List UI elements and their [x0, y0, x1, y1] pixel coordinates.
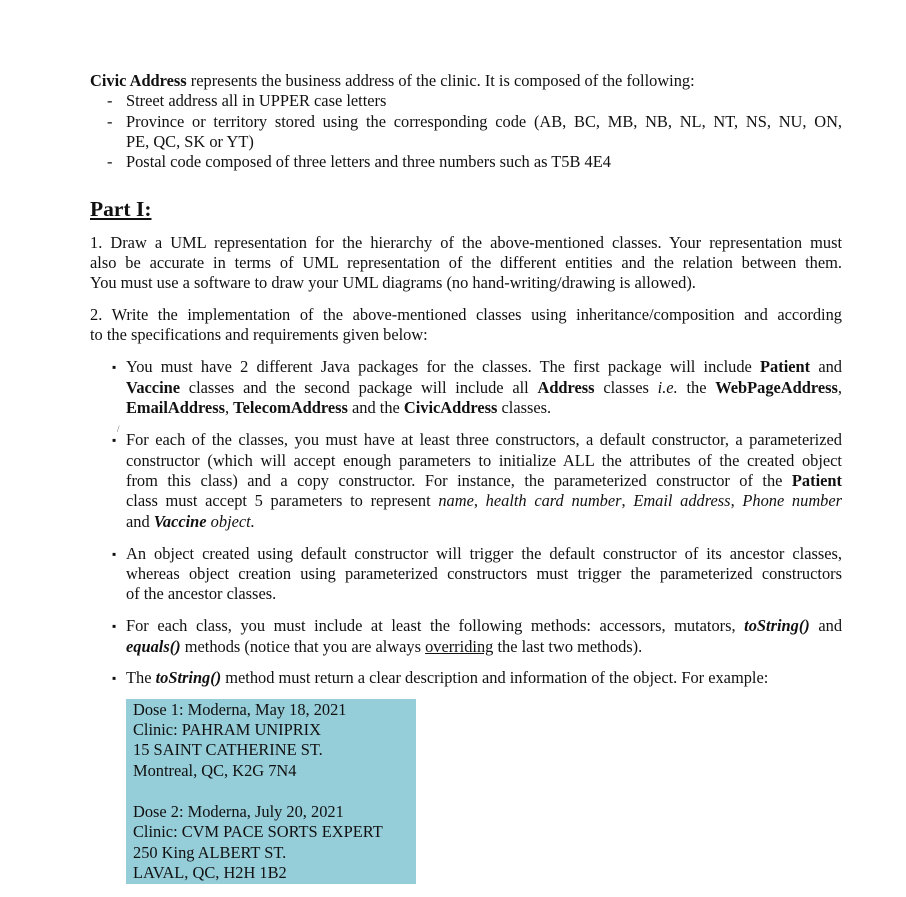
q1-line-3: You must use a software to draw your UML diagrams (no hand-writing/drawing is allowed).: [90, 273, 696, 292]
example-line: Clinic: PAHRAM UNIPRIX: [133, 720, 321, 739]
civic-intro: [90, 71, 695, 91]
stray-mark: /: [117, 424, 120, 434]
bullet-2-line-5: and Vaccine object.: [126, 512, 255, 531]
bullet-square: ▪: [112, 360, 117, 374]
bullet-3-line-1: An object created using default constructor will trigger the default constructor of its ancestor classes,: [126, 544, 842, 563]
tostring-example-box: [126, 699, 416, 884]
dash-marker: -: [107, 91, 113, 110]
civic-intro-text: represents the business address of the clinic. It is composed of the following:: [186, 71, 695, 90]
q2-line-1: 2. Write the implementation of the above-mentioned classes using inheritance/composition and according: [90, 305, 842, 324]
civic-item-province: Province or territory stored using the corresponding code (AB, BC, MB, NB, NL, NT, NS, NU, ON,: [126, 112, 842, 131]
bullet-3-line-2: whereas object creation using parameterized constructors must trigger the parameterized constructors: [126, 564, 842, 583]
example-line: Montreal, QC, K2G 7N4: [133, 761, 297, 780]
bullet-2-line-3: from this class) and a copy constructor. For instance, the parameterized constructor of the Patient: [126, 471, 842, 490]
bullet-3-line-3: of the ancestor classes.: [126, 584, 277, 603]
example-line: 15 SAINT CATHERINE ST.: [133, 740, 323, 759]
bullet-2-line-2: constructor (which will accept enough parameters to initialize ALL the attributes of the created object: [126, 451, 842, 470]
bullet-5-line-1: The toString() method must return a clear description and information of the object. For example:: [126, 668, 769, 687]
q1-line-1: 1. Draw a UML representation for the hierarchy of the above-mentioned classes. Your representation must: [90, 233, 842, 252]
example-line: Dose 1: Moderna, May 18, 2021: [133, 700, 347, 719]
part-heading: Part I:: [90, 197, 152, 221]
bullet-1-line-2: Vaccine classes and the second package will include all Address classes i.e. the WebPageAddress,: [126, 378, 842, 397]
bullet-square: ▪: [112, 547, 117, 561]
example-line: Clinic: CVM PACE SORTS EXPERT: [133, 822, 383, 841]
bullet-2-line-1: For each of the classes, you must have at least three constructors, a default constructor, a parameterized: [126, 430, 842, 449]
bullet-square: ▪: [112, 619, 117, 633]
bullet-square: ▪: [112, 671, 117, 685]
q1-line-2: also be accurate in terms of UML representation of the different entities and the relation between them.: [90, 253, 842, 272]
bullet-square: ▪: [112, 433, 117, 447]
civic-intro-bold: Civic Address: [90, 71, 187, 90]
bullet-1-line-3: EmailAddress, TelecomAddress and the CivicAddress classes.: [126, 398, 552, 417]
example-line: 250 King ALBERT ST.: [133, 843, 287, 862]
dash-marker: -: [107, 112, 113, 131]
dash-marker: -: [107, 152, 113, 171]
example-line: LAVAL, QC, H2H 1B2: [133, 863, 287, 882]
civic-item-province-cont: PE, QC, SK or YT): [126, 132, 254, 151]
bullet-2-line-4: class must accept 5 parameters to represent name, health card number, Email address, Phone number: [126, 491, 842, 510]
bullet-4-line-1: For each class, you must include at least the following methods: accessors, mutators, toString() and: [126, 616, 843, 635]
bullet-1-line-1: You must have 2 different Java packages for the classes. The first package will include Patient and: [126, 357, 842, 376]
example-line: Dose 2: Moderna, July 20, 2021: [133, 802, 344, 821]
q2-line-2: to the specifications and requirements given below:: [90, 325, 428, 344]
bullet-4-line-2: equals() methods (notice that you are always overriding the last two methods).: [126, 637, 643, 656]
civic-item-postal: Postal code composed of three letters and three numbers such as T5B 4E4: [126, 152, 611, 171]
civic-item-street: Street address all in UPPER case letters: [126, 91, 387, 110]
